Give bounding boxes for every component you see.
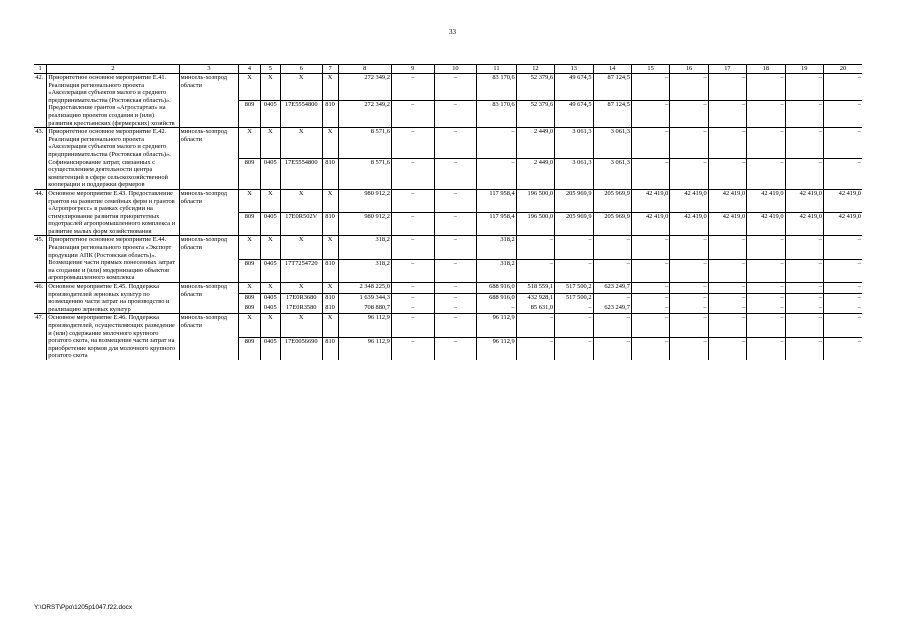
row-number: 46. (34, 283, 47, 314)
table-cell: 318,2 (338, 236, 391, 259)
table-cell: – (785, 259, 823, 282)
table-cell: – (785, 159, 823, 190)
table-cell: – (434, 338, 477, 360)
table-cell: 17Е0R3680 (280, 293, 322, 303)
table-cell: – (391, 283, 434, 294)
table-cell: – (708, 74, 746, 101)
table-cell: – (434, 314, 477, 338)
table-cell: – (593, 236, 631, 259)
table-cell: – (391, 304, 434, 314)
table-cell: 810 (322, 213, 338, 236)
row-measure-name: Приоритетное основное мероприятие Е.44. Реализация регионального проекта «Экспорт продукции АПК (Ростовская область)». Возмещение части прямых понесенных затрат на создание и (или) модернизацию объектов агропромышленного комплекса (47, 236, 179, 283)
table-cell: 196 500,0 (516, 189, 554, 212)
table-cell: – (391, 293, 434, 303)
table-cell: 0405 (260, 259, 280, 282)
table-cell: Х (260, 283, 280, 294)
table-row (34, 189, 862, 212)
row-number: 44. (34, 189, 47, 236)
column-header: 9 (391, 65, 434, 74)
table-cell: 42 419,0 (747, 213, 785, 236)
table-cell: 205 969,9 (555, 189, 593, 212)
table-cell: 42 419,0 (747, 189, 785, 212)
table-cell: – (555, 304, 593, 314)
table-cell: Х (239, 128, 260, 159)
column-header: 8 (338, 65, 391, 74)
table-cell: 809 (239, 213, 260, 236)
table-cell: – (708, 101, 746, 128)
table-cell: 42 419,0 (823, 213, 862, 236)
table-cell: 810 (322, 259, 338, 282)
table-cell: – (555, 259, 593, 282)
table-cell: – (434, 128, 477, 159)
table-cell: Х (260, 314, 280, 338)
table-cell: 0405 (260, 101, 280, 128)
table-cell: – (477, 159, 516, 190)
column-header: 19 (785, 65, 823, 74)
table-body (34, 65, 862, 360)
table-cell: 96 112,9 (338, 314, 391, 338)
table-cell: 205 969,9 (593, 189, 631, 212)
table-cell: – (823, 314, 862, 338)
table-cell: 623 249,7 (593, 304, 631, 314)
table-cell: – (708, 314, 746, 338)
table-cell: 42 419,0 (631, 213, 669, 236)
table-cell: – (631, 159, 669, 190)
table-cell: – (785, 128, 823, 159)
table-cell: 708 880,7 (338, 304, 391, 314)
table-cell: – (708, 236, 746, 259)
table-cell: – (785, 74, 823, 101)
row-measure-name: Основное мероприятие Е.46. Поддержка производителей, осуществляющих разведение и (или) содержание молочного крупного рогатого скота, на возмещение части затрат на приобретение кормов для молочного крупного рогатого скота (47, 314, 179, 360)
table-cell: 42 419,0 (708, 213, 746, 236)
row-number: 43. (34, 128, 47, 190)
table-cell: – (708, 283, 746, 294)
table-cell: – (516, 236, 554, 259)
table-cell: 87 124,5 (593, 101, 631, 128)
table-cell: 96 112,9 (338, 338, 391, 360)
table-cell: – (434, 283, 477, 294)
table-cell: – (747, 236, 785, 259)
table-cell: 42 419,0 (670, 213, 708, 236)
table-cell: – (670, 74, 708, 101)
row-executor: минсель-хозпрод области (179, 128, 239, 190)
table-cell: – (708, 293, 746, 303)
table-cell: – (593, 314, 631, 338)
table-cell: 432 928,1 (516, 293, 554, 303)
table-cell: 809 (239, 101, 260, 128)
table-cell: – (555, 338, 593, 360)
table-cell: 17Е0R3580 (280, 304, 322, 314)
table-cell: – (391, 128, 434, 159)
row-executor: минсель-хозпрод области (179, 189, 239, 236)
table-cell: Х (239, 283, 260, 294)
table-cell: – (477, 304, 516, 314)
column-header: 1 (34, 65, 47, 74)
table-cell: – (708, 128, 746, 159)
table-cell: Х (260, 236, 280, 259)
table-cell: 3 061,3 (593, 128, 631, 159)
table-cell: 83 170,6 (477, 101, 516, 128)
table-cell: – (670, 159, 708, 190)
table-cell: 810 (322, 338, 338, 360)
table-cell: 117 958,4 (477, 189, 516, 212)
table-cell: – (785, 236, 823, 259)
column-header: 2 (47, 65, 179, 74)
row-number: 45. (34, 236, 47, 283)
table-cell: 8 571,6 (338, 159, 391, 190)
row-measure-name: Приоритетное основное мероприятие Е.41. Реализация регионального проекта «Акселерация субъектов малого и среднего предпринимательства (Ростовская область)». Предоставление грантов «Агростартап» на реализацию проектов создания и (или) развития крестьянских (фермерских) хозяйств (47, 74, 179, 128)
table-cell: – (593, 259, 631, 282)
table-cell: – (434, 293, 477, 303)
table-cell: Х (280, 189, 322, 212)
table-cell: – (823, 74, 862, 101)
table-cell: 688 916,0 (477, 283, 516, 294)
table-cell: – (823, 304, 862, 314)
column-header: 15 (631, 65, 669, 74)
table-row (34, 314, 862, 338)
table-cell: – (747, 74, 785, 101)
table-cell: 42 419,0 (708, 189, 746, 212)
table-cell: 8 571,6 (338, 128, 391, 159)
table-cell: – (391, 213, 434, 236)
row-executor: минсель-хозпрод области (179, 236, 239, 283)
table-cell: 809 (239, 304, 260, 314)
table-cell: 3 061,3 (593, 159, 631, 190)
row-executor: минсель-хозпрод области (179, 74, 239, 128)
table-cell: – (823, 159, 862, 190)
table-cell: – (708, 159, 746, 190)
table-cell: – (631, 283, 669, 294)
table-cell: – (708, 259, 746, 282)
column-header: 10 (434, 65, 477, 74)
table-cell: – (391, 101, 434, 128)
table-cell: 83 170,6 (477, 74, 516, 101)
table-cell: Х (239, 236, 260, 259)
table-cell: – (785, 314, 823, 338)
table-cell: 518 559,1 (516, 283, 554, 294)
table-cell: Х (322, 74, 338, 101)
page-number: 33 (449, 28, 456, 36)
table-cell: 17Е5554800 (280, 159, 322, 190)
table-cell: – (434, 189, 477, 212)
column-header: 12 (516, 65, 554, 74)
table-cell: – (391, 159, 434, 190)
table-row (34, 236, 862, 259)
column-header: 7 (322, 65, 338, 74)
table-row (34, 128, 862, 159)
column-header: 5 (260, 65, 280, 74)
table-cell: 318,2 (338, 259, 391, 282)
table-cell: – (823, 236, 862, 259)
table-cell: 810 (322, 304, 338, 314)
table-cell: 810 (322, 293, 338, 303)
table-cell: – (747, 159, 785, 190)
table-cell: 205 969,9 (593, 213, 631, 236)
table-cell: – (516, 259, 554, 282)
table-cell: Х (239, 314, 260, 338)
table-cell: – (434, 159, 477, 190)
table-cell: – (631, 236, 669, 259)
table-cell: – (670, 314, 708, 338)
column-header: 13 (555, 65, 593, 74)
row-measure-name: Основное мероприятие Е.45. Поддержка производителей зерновых культур по возмещению части затрат на производство и реализацию зерновых культур (47, 283, 179, 314)
file-path: Y:\ORST\Ppo\1205p1047.f22.docx (34, 604, 133, 611)
row-measure-name: Основное мероприятие Е.43. Предоставление грантов на развитие семейных ферм и грантов «Агропрогресс» в рамках субсидии на стимулирование развития приоритетных подотраслей агропромышленного комплекса и развитие малых форм хозяйствования (47, 189, 179, 236)
table-cell: 318,2 (477, 259, 516, 282)
column-header: 3 (179, 65, 239, 74)
table-cell: Х (280, 128, 322, 159)
table-cell: – (670, 128, 708, 159)
column-header: 17 (708, 65, 746, 74)
table-cell: 17Е0056690 (280, 338, 322, 360)
table-cell: 42 419,0 (785, 213, 823, 236)
table-cell: 42 419,0 (785, 189, 823, 212)
table-cell: 196 500,0 (516, 213, 554, 236)
table-cell: 0405 (260, 293, 280, 303)
table-cell: 688 916,0 (477, 293, 516, 303)
table-cell: – (670, 293, 708, 303)
column-header: 20 (823, 65, 862, 74)
column-header: 14 (593, 65, 631, 74)
table-cell: Х (260, 74, 280, 101)
table-cell: – (391, 314, 434, 338)
table-cell: 87 124,5 (593, 74, 631, 101)
table-cell: 517 500,2 (555, 293, 593, 303)
table-cell: – (631, 314, 669, 338)
table-cell: 96 112,9 (477, 338, 516, 360)
budget-table (34, 64, 862, 360)
table-cell: Х (280, 236, 322, 259)
column-header: 4 (239, 65, 260, 74)
table-cell: – (785, 101, 823, 128)
table-cell: 0405 (260, 338, 280, 360)
table-cell: 49 674,5 (555, 101, 593, 128)
table-row (34, 283, 862, 294)
table-cell: – (785, 304, 823, 314)
table-cell: – (747, 338, 785, 360)
table-cell: Х (322, 128, 338, 159)
table-cell: 272 349,2 (338, 101, 391, 128)
table-cell: 517 500,2 (555, 283, 593, 294)
table-cell: – (434, 304, 477, 314)
table-cell: 0405 (260, 213, 280, 236)
table-cell: 117 958,4 (477, 213, 516, 236)
table-cell: 42 419,0 (670, 189, 708, 212)
table-cell: – (434, 259, 477, 282)
table-cell: – (823, 293, 862, 303)
table-cell: Х (239, 74, 260, 101)
table-cell: 17Е5554800 (280, 101, 322, 128)
table-cell: 52 379,6 (516, 101, 554, 128)
table-cell: Х (322, 314, 338, 338)
table-cell: – (391, 189, 434, 212)
table-cell: Х (239, 189, 260, 212)
table-cell: 3 061,3 (555, 128, 593, 159)
table-cell: – (434, 74, 477, 101)
table-cell: – (670, 304, 708, 314)
table-cell: – (434, 101, 477, 128)
row-number: 42. (34, 74, 47, 128)
table-cell: – (516, 314, 554, 338)
table-cell: Х (260, 189, 280, 212)
table-cell: 0405 (260, 304, 280, 314)
column-header: 18 (747, 65, 785, 74)
table-cell: 2 449,0 (516, 159, 554, 190)
table-cell: – (516, 338, 554, 360)
table-cell: 980 912,2 (338, 189, 391, 212)
table-cell: – (631, 128, 669, 159)
column-header: 11 (477, 65, 516, 74)
table-cell: Х (260, 128, 280, 159)
table-cell: 1 639 344,3 (338, 293, 391, 303)
table-cell: – (670, 236, 708, 259)
table-cell: – (670, 259, 708, 282)
table-cell: Х (280, 283, 322, 294)
table-cell: – (823, 338, 862, 360)
table-cell: 810 (322, 159, 338, 190)
table-cell: – (477, 128, 516, 159)
table-cell: 85 631,0 (516, 304, 554, 314)
table-cell: – (631, 304, 669, 314)
table-cell: – (785, 293, 823, 303)
table-cell: – (823, 259, 862, 282)
table-cell: 0405 (260, 159, 280, 190)
table-cell: – (823, 283, 862, 294)
row-executor: минсель-хозпрод области (179, 283, 239, 314)
table-cell: – (747, 283, 785, 294)
table-cell: – (593, 338, 631, 360)
table-cell: Х (280, 74, 322, 101)
table-cell: 42 419,0 (823, 189, 862, 212)
table-cell: – (434, 236, 477, 259)
row-executor: минсель-хозпрод области (179, 314, 239, 360)
table-cell: – (747, 128, 785, 159)
table-cell: – (785, 338, 823, 360)
table-cell: 809 (239, 259, 260, 282)
table-cell: – (631, 259, 669, 282)
row-measure-name: Приоритетное основное мероприятие Е.42. Реализация регионального проекта «Акселерация субъектов малого и среднего предпринимательства (Ростовская область)». Софинансирование затрат, связанных с осуществлением деятельности центра компетенций в сфере сельскохозяйственной кооперации и поддержки фермеров (47, 128, 179, 190)
table-cell: 205 969,9 (555, 213, 593, 236)
table-cell: 49 674,5 (555, 74, 593, 101)
table-cell: – (670, 338, 708, 360)
table-cell: – (631, 338, 669, 360)
table-cell: – (670, 283, 708, 294)
column-header: 16 (670, 65, 708, 74)
table-cell: – (708, 338, 746, 360)
table-cell: Х (322, 283, 338, 294)
table-cell: – (823, 128, 862, 159)
column-header: 6 (280, 65, 322, 74)
table-cell: – (631, 101, 669, 128)
table-cell: Х (322, 189, 338, 212)
table-cell: – (823, 101, 862, 128)
table-cell: 52 379,6 (516, 74, 554, 101)
table-cell: – (708, 304, 746, 314)
table-row (34, 74, 862, 101)
table-cell: 17Т7254720 (280, 259, 322, 282)
table-cell: – (434, 213, 477, 236)
table-cell: – (631, 293, 669, 303)
table-cell: 17Е0R502V (280, 213, 322, 236)
column-header-row (34, 65, 862, 74)
table-cell: – (593, 293, 631, 303)
table-cell: – (747, 304, 785, 314)
table-cell: 980 912,2 (338, 213, 391, 236)
table-cell: 3 061,3 (555, 159, 593, 190)
table-cell: – (670, 101, 708, 128)
table-cell: 809 (239, 159, 260, 190)
table-cell: – (391, 338, 434, 360)
table-cell: – (631, 74, 669, 101)
table-cell: – (785, 283, 823, 294)
table-cell: – (747, 259, 785, 282)
table-cell: 809 (239, 293, 260, 303)
table-cell: 2 449,0 (516, 128, 554, 159)
table-cell: 318,2 (477, 236, 516, 259)
table-cell: 96 112,9 (477, 314, 516, 338)
table-cell: – (391, 236, 434, 259)
table-cell: – (391, 74, 434, 101)
table-cell: 623 249,7 (593, 283, 631, 294)
table-cell: – (555, 236, 593, 259)
table-cell: – (391, 259, 434, 282)
table-cell: 42 419,0 (631, 189, 669, 212)
table-cell: 809 (239, 338, 260, 360)
table-cell: 272 349,2 (338, 74, 391, 101)
table-cell: Х (322, 236, 338, 259)
table-cell: Х (280, 314, 322, 338)
table-cell: 2 348 225,0 (338, 283, 391, 294)
table-cell: – (747, 101, 785, 128)
row-number: 47. (34, 314, 47, 360)
table-cell: 810 (322, 101, 338, 128)
table-cell: – (747, 293, 785, 303)
table-cell: – (747, 314, 785, 338)
table-cell: – (555, 314, 593, 338)
